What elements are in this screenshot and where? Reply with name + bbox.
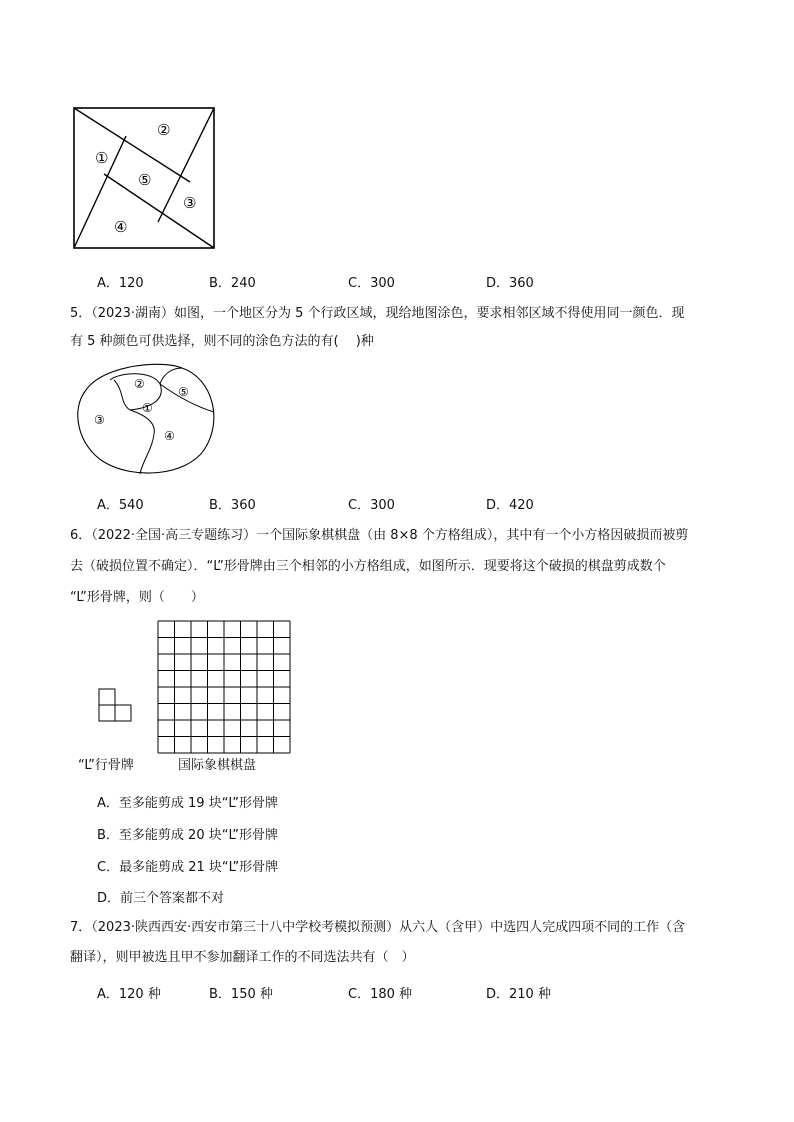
region-label: ① xyxy=(95,149,109,167)
q4-option-d: D．360 xyxy=(486,276,534,291)
q7-option-b: B．150 种 xyxy=(209,987,273,1002)
q4-option-a: A．120 xyxy=(97,276,144,291)
map-region-label: ④ xyxy=(164,429,175,443)
chessboard-grid-figure xyxy=(157,620,291,754)
q6-stem-line2: 去（破损位置不确定）．“L”形骨牌由三个相邻的小方格组成，如图所示．现要将这个破损的棋盘剪成数个 xyxy=(70,559,666,574)
q5-option-b: B．360 xyxy=(209,498,256,513)
q7-option-c: C．180 种 xyxy=(348,987,413,1002)
q4-option-c: C．300 xyxy=(348,276,395,291)
region-label: ⑤ xyxy=(138,171,152,189)
q6-stem-line3: “L”形骨牌，则（ ） xyxy=(70,590,204,605)
chessboard-caption: 国际象棋棋盘 xyxy=(178,758,257,773)
square-partition-figure xyxy=(70,104,220,252)
region-map-figure xyxy=(74,350,224,482)
q6-option-d: D．前三个答案都不对 xyxy=(97,891,225,906)
q5-stem-line2: 有 5 种颜色可供选择，则不同的涂色方法的有( )种 xyxy=(70,334,374,349)
q7-stem-line1: 7．（2023·陕西西安·西安市第三十八中学校考模拟预测）从六人（含甲）中选四人完成四项不同的工作（含 xyxy=(70,920,686,935)
map-region-label: ③ xyxy=(94,413,105,427)
l-tromino-figure xyxy=(98,688,134,724)
q6-option-a: A．至多能剪成 19 块“L”形骨牌 xyxy=(97,796,278,811)
region-label: ② xyxy=(157,121,171,139)
q7-option-a: A．120 种 xyxy=(97,987,161,1002)
q5-option-d: D．420 xyxy=(486,498,534,513)
q5-option-c: C．300 xyxy=(348,498,395,513)
map-region-label: ⑤ xyxy=(178,385,189,399)
q6-option-c: C．最多能剪成 21 块“L”形骨牌 xyxy=(97,860,279,875)
divider-line xyxy=(104,174,214,248)
q7-option-d: D．210 种 xyxy=(486,987,551,1002)
q5-option-a: A．540 xyxy=(97,498,144,513)
q5-stem-line1: 5．（2023·湖南）如图，一个地区分为 5 个行政区域，现给地图涂色，要求相邻区域不得使用同一颜色．现 xyxy=(70,306,685,321)
l-tromino-caption: “L”行骨牌 xyxy=(78,758,134,773)
map-region-label: ① xyxy=(142,401,153,415)
q7-stem-line2: 翻译），则甲被选且甲不参加翻译工作的不同选法共有（ ） xyxy=(70,950,415,965)
q6-stem-line1: 6．（2022·全国·高三专题练习）一个国际象棋棋盘（由 8×8 个方格组成），其中有一个小方格因破损而被剪 xyxy=(70,528,689,543)
region-label: ④ xyxy=(114,218,128,236)
divider-line xyxy=(74,108,190,182)
region-label: ③ xyxy=(183,194,197,212)
q4-option-b: B．240 xyxy=(209,276,256,291)
q6-option-b: B．至多能剪成 20 块“L”形骨牌 xyxy=(97,828,279,843)
map-region-label: ② xyxy=(134,377,145,391)
